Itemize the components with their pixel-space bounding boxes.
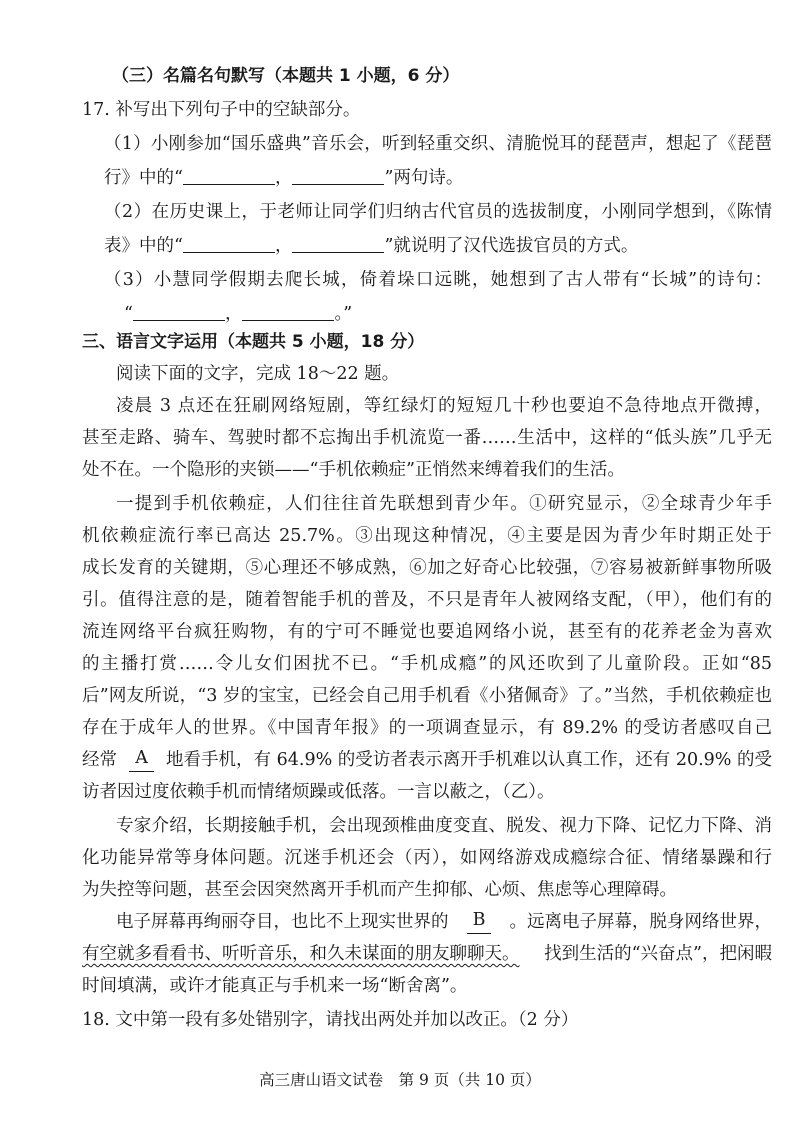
q17-item2-comma: ， xyxy=(274,236,293,256)
page-footer: 高三唐山语文试卷 第 9 页（共 10 页） xyxy=(259,1071,541,1089)
passage-p1-line1: 凌晨 3 点还在狂刷网络短剧，等红绿灯的短短几十秒也要迫不急待地点开微搏， xyxy=(116,396,772,416)
passage-p2-line5: 流连网络平台疯狂购物，有的宁可不睡觉也要追网络小说，甚至有的花养老金为喜欢 xyxy=(82,622,772,642)
section-heading-mingpian: （三）名篇名句默写（本题共 1 小题，6 分） xyxy=(112,66,460,86)
question-18: 18. 文中第一段有多处错别字，请找出两处并加以改正。（2 分） xyxy=(82,1010,579,1030)
q17-item1-line1: （1）小刚参加“国乐盛典”音乐会，听到轻重交织、清脆悦耳的琵琶声，想起了《琵琶 xyxy=(104,134,772,154)
passage-p4-line3: 时间填满，或许才能真正与手机来一场“断舍离”。 xyxy=(82,976,468,996)
passage-p1-line2: 甚至走路、骑车、驾驶时都不忘掏出手机流览一番……生活中，这样的“低头族”几乎无 xyxy=(82,428,772,448)
q17-item3-line1: （3）小慧同学假期去爬长城，倚着垛口远眺，她想到了古人带有“长城”的诗句： xyxy=(104,270,772,290)
passage-p2-line1: 一提到手机依赖症，人们往往首先联想到青少年。①研究显示，②全球青少年手 xyxy=(116,494,772,514)
passage-p2-line7: 后”网友所说，“3 岁的宝宝，已经会自己用手机看《小猪佩奇》了。”当然，手机依赖症也 xyxy=(82,686,772,706)
blank-a[interactable]: A xyxy=(129,748,154,772)
passage-p2-line3: 成长发育的关键期，⑤心理还不够成熟，⑥加之好奇心比较强，⑦容易被新鲜事物所吸 xyxy=(82,558,772,578)
q17-item2-prefix: 表》中的“ xyxy=(104,236,183,256)
blank-b[interactable]: B xyxy=(467,910,492,934)
passage-p4-line2-suffix: 找到生活的“兴奋点”，把闲暇 xyxy=(544,944,772,964)
q17-item2-blank-1[interactable] xyxy=(183,234,275,253)
q17-item3-line2 xyxy=(124,302,352,326)
q17-item1-prefix: 行》中的“ xyxy=(104,168,183,188)
q17-item1-blank-1[interactable] xyxy=(183,166,275,185)
passage-p4-line1 xyxy=(116,910,772,934)
passage-p3-line1: 专家介绍，长期接触手机，会出现颈椎曲度变直、脱发、视力下降、记忆力下降、消 xyxy=(116,816,772,836)
reading-instruction: 阅读下面的文字，完成 18～22 题。 xyxy=(116,364,400,384)
passage-p4-line1-prefix: 电子屏幕再绚丽夺目，也比不上现实世界的 xyxy=(116,912,449,932)
passage-p2-line4: 引。值得注意的是，随着智能手机的普及，不只是青年人被网络支配，（甲），他们有的 xyxy=(82,590,772,610)
q17-item1-suffix: ”两句诗。 xyxy=(384,168,464,188)
q17-item3-close-quote: 。” xyxy=(334,304,353,324)
passage-p2-line10: 访者因过度依赖手机而情绪烦躁或低落。一言以蔽之，（乙）。 xyxy=(82,782,555,802)
passage-p1-line3: 处不在。一个隐形的夹锁——“手机依赖症”正悄然来缚着我们的生活。 xyxy=(82,460,625,480)
q17-item1-comma: ， xyxy=(274,168,293,188)
passage-p2-line9-prefix: 经常 xyxy=(82,750,117,770)
passage-p2-line9 xyxy=(82,748,772,772)
q17-item1-line2 xyxy=(104,166,463,190)
q17-item3-blank-2[interactable] xyxy=(242,302,334,321)
q17-item3-blank-1[interactable] xyxy=(133,302,225,321)
part3-heading: 三、语言文字运用（本题共 5 小题，18 分） xyxy=(82,332,425,352)
q17-item2-line1: （2）在历史课上，于老师让同学们归纳古代官员的选拔制度，小刚同学想到，《陈情 xyxy=(104,202,772,222)
passage-p2-line6: 的主播打赏……令儿女们困扰不已。“手机成瘾”的风还吹到了儿童阶段。正如“85 xyxy=(82,654,772,674)
q17-item2-blank-2[interactable] xyxy=(292,234,384,253)
q17-item1-blank-2[interactable] xyxy=(292,166,384,185)
passage-p2-line8: 存在于成年人的世界。《中国青年报》的一项调查显示，有 89.2% 的受访者感叹自己 xyxy=(82,718,772,738)
question-17-stem: 17. 补写出下列句子中的空缺部分。 xyxy=(82,100,361,120)
q17-item3-open-quote: “ xyxy=(124,304,133,324)
passage-p4-line2 xyxy=(82,942,772,966)
wavy-underlined-sentence: 有空就多看看书、听听音乐，和久未谋面的朋友聊聊天。 xyxy=(82,944,520,964)
passage-p2-line9-suffix: 地看手机，有 64.9% 的受访者表示离开手机难以认真工作，还有 20.9% 的受 xyxy=(166,750,772,770)
passage-p4-line1-suffix: 。远离电子屏幕，脱身网络世界， xyxy=(509,912,772,932)
q17-item3-comma: ， xyxy=(224,304,243,324)
passage-p2-line2: 机依赖症流行率已高达 25.7%。③出现这种情况，④主要是因为青少年时期正处于 xyxy=(82,526,772,546)
passage-p3-line2: 化功能异常等身体问题。沉迷手机还会（丙），如网络游戏成瘾综合征、情绪暴躁和行 xyxy=(82,848,772,868)
q17-item2-suffix: ”就说明了汉代选拔官员的方式。 xyxy=(384,236,639,256)
passage-p3-line3: 为失控等问题，甚至会因突然离开手机而产生抑郁、心烦、焦虑等心理障碍。 xyxy=(82,880,677,900)
q17-item2-line2 xyxy=(104,234,638,258)
